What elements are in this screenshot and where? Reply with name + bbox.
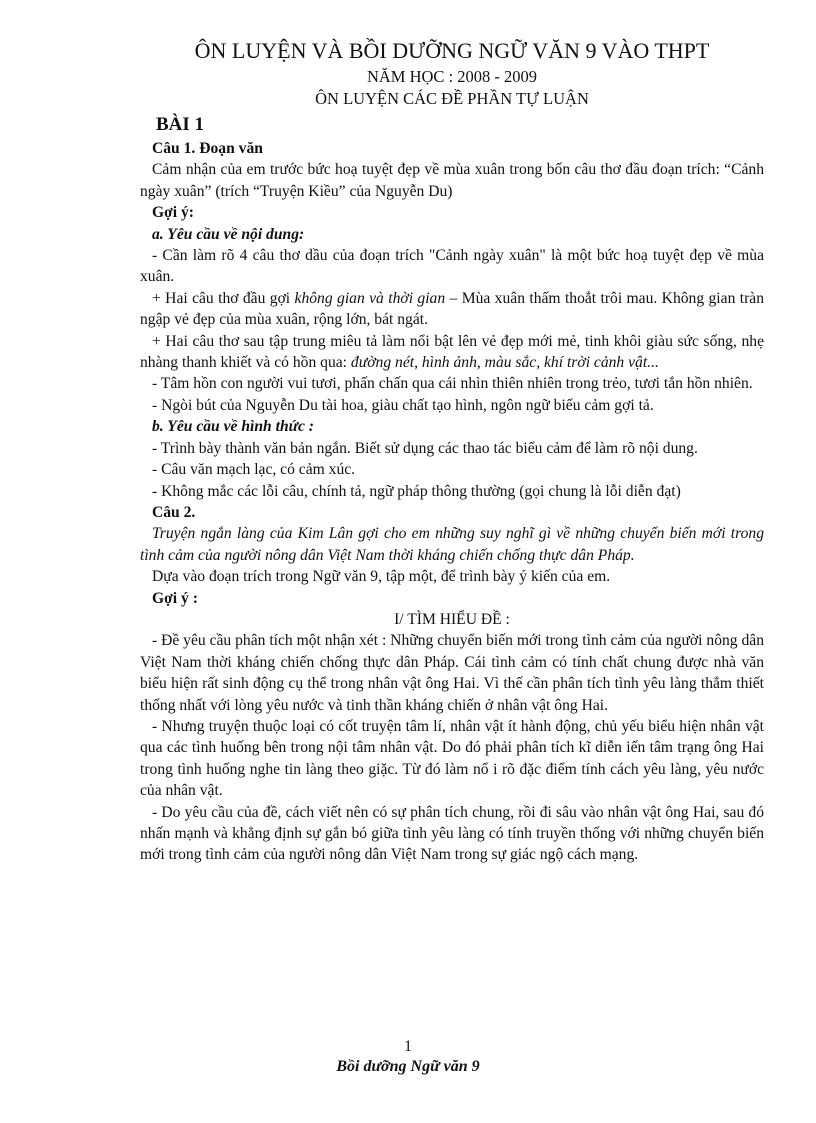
content-point-1: - Cần làm rõ 4 câu thơ dầu của đoạn trích "Cảnh ngày xuân" là một bức hoạ tuyệt đẹp về mùa xuân.: [140, 247, 764, 286]
section-heading: I/ TÌM HIỂU ĐỀ :: [394, 610, 510, 628]
lesson-heading: BÀI 1: [156, 114, 205, 135]
form-point-1: - Trình bày thành văn bản ngắn. Biết sử dụng các thao tác biểu cảm để làm rõ nội dung.: [152, 439, 698, 457]
question-2-heading: Câu 2.: [152, 503, 196, 521]
page-footer: Bồi dưỡng Ngữ văn 9: [336, 1058, 480, 1075]
question-2-prompt: Truyện ngắn làng của Kim Lân gợi cho em những suy nghĩ gì về những chuyển biến mới trong tình cảm của người nông dân Việt Nam thời kháng chiến chống thực dân Pháp.: [140, 525, 764, 564]
document-page: [140, 36, 764, 866]
document-title: ÔN LUYỆN VÀ BỒI DƯỠNG NGỮ VĂN 9 VÀO THPT: [194, 38, 710, 63]
page-number: 1: [404, 1038, 412, 1055]
question-1-hint-label: Gợi ý:: [152, 204, 194, 222]
form-point-2: - Câu văn mạch lạc, có cảm xúc.: [152, 461, 356, 479]
form-point-3: - Không mắc các lỗi câu, chính tả, ngữ pháp thông thường (gọi chung là lỗi diễn đạt): [152, 482, 681, 500]
question-2-instruction: Dựa vào đoạn trích trong Ngữ văn 9, tập một, để trình bày ý kiến của em.: [152, 568, 611, 586]
question-1-heading: Câu 1. Đoạn văn: [152, 140, 263, 157]
analysis-paragraph-1: - Đề yêu cầu phân tích một nhận xét : Những chuyển biến mới trong tình cảm của người nông dân Việt Nam thời kháng chiến chống thực dân Pháp. Cái tình cảm có tính chất chung được nhà văn biểu hiện rất sinh động cụ thể trong nhân vật ông Hai. Vì thế cần phân tích tình yêu làng thắm thiết thống nhất với lòng yêu nước và tinh thần kháng chiến ở nhân vật ông Hai.: [140, 632, 764, 714]
content-point-4: - Tâm hồn con người vui tươi, phấn chấn qua cái nhìn thiên nhiên trong trẻo, tươi tắn hồn nhiên.: [152, 375, 753, 393]
question-1-prompt: Cảm nhận của em trước bức hoạ tuyệt đẹp về mùa xuân trong bốn câu thơ đầu đoạn trích: “Cảnh ngày xuân” (trích “Truyện Kiều” của Nguyễn Du): [140, 161, 764, 200]
content-point-5: - Ngòi bút của Nguyễn Du tài hoa, giàu chất tạo hình, ngôn ngữ biểu cảm gợi tả.: [152, 396, 654, 414]
question-2-hint-label: Gợi ý :: [152, 589, 198, 607]
form-requirements-heading: b. Yêu cầu về hình thức :: [152, 418, 314, 436]
analysis-paragraph-2: - Nhưng truyện thuộc loại có cốt truyện tâm lí, nhân vật ít hành động, chủ yếu biểu hiện nhân vật qua các tình huống bên trong nội tâm nhân vật. Do đó phải phân tích kĩ diễn iến tâm trạng ông Hai trong tình huống nghe tin làng theo giặc. Từ đó làm nổ i rõ đặc điểm tính cách yêu làng, yêu nước của nhân vật.: [140, 717, 764, 800]
content-requirements-heading: a. Yêu cầu về nội dung:: [152, 225, 305, 243]
document-subtitle: ÔN LUYỆN CÁC ĐỀ PHẦN TỰ LUẬN: [315, 89, 589, 108]
analysis-paragraph-3: - Do yêu cầu của đề, cách viết nên có sự phân tích chung, rồi đi sâu vào nhân vật ông Hai, sau đó nhấn mạnh và khẳng định sự gắn bó giữa tình yêu làng có tính truyền thống với những chuyển biến mới trong tình cảm của người nông dân Việt Nam trong sự giác ngộ cách mạng.: [140, 803, 764, 864]
content-point-3: + Hai câu thơ sau tập trung miêu tả làm nổi bật lên vẻ đẹp mới mẻ, tinh khôi giàu sức sống, nhẹ nhàng thanh khiết và có hồn qua: đường nét, hình ảnh, màu sắc, khí trời cảnh vật...: [140, 332, 764, 372]
school-year: NĂM HỌC : 2008 - 2009: [366, 67, 538, 86]
content-point-2: + Hai câu thơ đầu gợi không gian và thời gian – Mùa xuân thấm thoắt trôi mau. Không gian tràn ngập vẻ đẹp của mùa xuân, rộng lớn, bát ngát.: [140, 289, 764, 329]
